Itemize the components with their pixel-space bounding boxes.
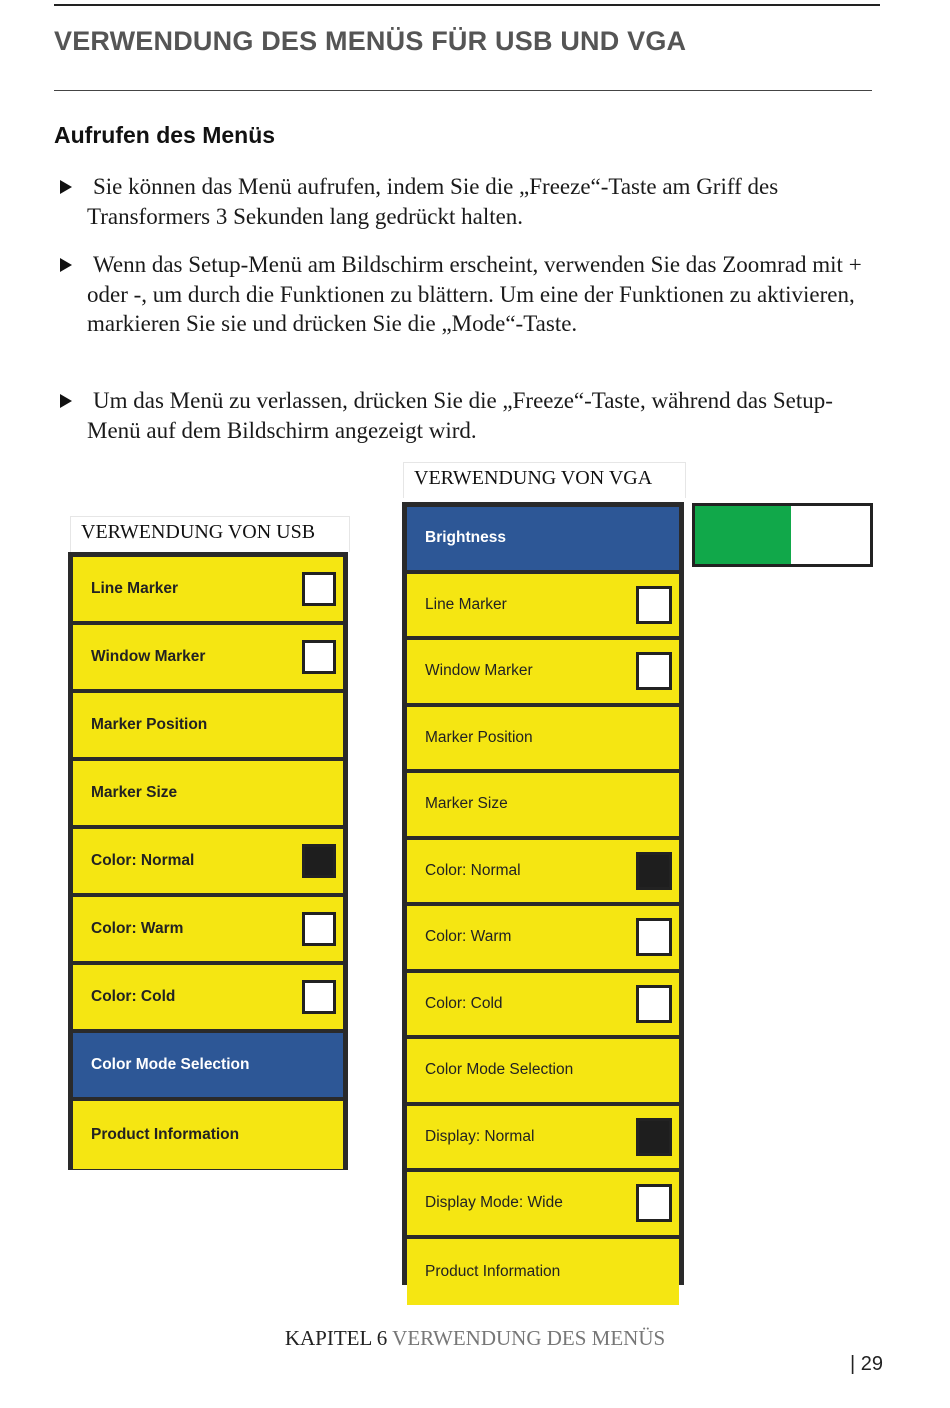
checkbox-checked[interactable] [636, 1118, 672, 1156]
bullet-text: Wenn das Setup-Menü am Bildschirm erscheint, verwenden Sie das Zoomrad mit + oder -, um durch die Funktionen zu blättern. Um eine der Funktionen zu aktivieren, markieren Sie sie und drücken Sie die „Mode“-Taste. [87, 252, 862, 336]
menu-item-product-information[interactable] [73, 1101, 343, 1169]
menu-item-color-cold[interactable] [73, 965, 343, 1033]
menu-item-line-marker[interactable] [73, 557, 343, 625]
menu-item-label: Marker Position [91, 716, 208, 733]
menu-item-window-marker[interactable] [73, 625, 343, 693]
vga-menu-list [407, 507, 679, 1305]
brightness-level-empty [791, 506, 870, 564]
checkbox-checked[interactable] [302, 844, 336, 878]
menu-item-label: Color: Normal [91, 852, 195, 869]
menu-item-line-marker[interactable] [407, 574, 679, 641]
menu-item-label: Color: Warm [91, 920, 184, 937]
checkbox-unchecked[interactable] [302, 912, 336, 946]
checkbox-unchecked[interactable] [636, 586, 672, 624]
menu-item-label: Brightness [425, 529, 506, 547]
section-heading: Aufrufen des Menüs [54, 122, 276, 148]
menu-item-label: Marker Size [425, 795, 508, 813]
menu-item-label: Marker Size [91, 784, 178, 801]
bullet-arrow-icon [60, 258, 72, 272]
menu-item-marker-size[interactable] [73, 761, 343, 829]
menu-item-label: Marker Position [425, 728, 533, 746]
menu-item-color-normal[interactable] [407, 840, 679, 907]
checkbox-unchecked[interactable] [302, 572, 336, 606]
usb-menu-list [73, 557, 343, 1169]
vga-setup-menu [402, 502, 684, 1285]
menu-item-label: Line Marker [425, 595, 507, 613]
bullet-item [54, 172, 874, 231]
menu-item-color-cold[interactable] [407, 973, 679, 1040]
page-footer [0, 1326, 950, 1351]
vga-menu-caption: VERWENDUNG VON VGA [403, 462, 686, 498]
menu-item-display-mode-wide[interactable] [407, 1172, 679, 1239]
menu-item-color-normal[interactable] [73, 829, 343, 897]
menu-item-label: Display Mode: Wide [425, 1194, 563, 1212]
menu-item-label: Product Information [425, 1262, 561, 1280]
checkbox-unchecked[interactable] [302, 980, 336, 1014]
menu-item-display-normal[interactable] [407, 1106, 679, 1173]
menu-item-marker-size[interactable] [407, 773, 679, 840]
menu-item-label: Window Marker [91, 648, 206, 665]
menu-item-label: Window Marker [425, 662, 533, 680]
menu-item-brightness[interactable] [407, 507, 679, 574]
usb-setup-menu [68, 552, 348, 1170]
footer-section: VERWENDUNG DES MENÜS [392, 1326, 666, 1350]
bullet-text: Sie können das Menü aufrufen, indem Sie die „Freeze“-Taste am Griff des Transformers 3 Sekunden lang gedrückt halten. [87, 174, 779, 229]
bullet-text: Um das Menü zu verlassen, drücken Sie die „Freeze“-Taste, während das Setup-Menü auf dem Bildschirm angezeigt wird. [87, 388, 833, 443]
menu-item-window-marker[interactable] [407, 640, 679, 707]
brightness-level-indicator [692, 503, 873, 567]
menu-item-label: Color: Warm [425, 928, 512, 946]
checkbox-unchecked[interactable] [636, 1184, 672, 1222]
menu-item-label: Color: Cold [425, 994, 503, 1012]
checkbox-unchecked[interactable] [302, 640, 336, 674]
menu-item-color-mode-selection[interactable] [73, 1033, 343, 1101]
bullet-arrow-icon [60, 180, 72, 194]
menu-item-color-warm[interactable] [407, 906, 679, 973]
brightness-level-fill [695, 506, 791, 564]
bullet-arrow-icon [60, 394, 72, 408]
top-rule [54, 4, 880, 6]
menu-item-product-information[interactable] [407, 1239, 679, 1306]
page-title: VERWENDUNG DES MENÜS FÜR USB UND VGA [54, 26, 687, 56]
menu-item-label: Color: Normal [425, 861, 521, 879]
menu-item-label: Color: Cold [91, 988, 176, 1005]
bullet-item [54, 386, 874, 445]
checkbox-unchecked[interactable] [636, 652, 672, 690]
bullet-item [54, 250, 874, 339]
checkbox-unchecked[interactable] [636, 918, 672, 956]
menu-item-label: Color Mode Selection [91, 1056, 250, 1073]
usb-menu-caption: VERWENDUNG VON USB [70, 516, 350, 552]
checkbox-checked[interactable] [636, 852, 672, 890]
menu-item-label: Display: Normal [425, 1127, 535, 1145]
menu-item-label: Color Mode Selection [425, 1061, 574, 1079]
menu-item-marker-position[interactable] [73, 693, 343, 761]
checkbox-unchecked[interactable] [636, 985, 672, 1023]
title-underline [54, 90, 872, 91]
menu-item-label: Line Marker [91, 580, 179, 597]
menu-item-label: Product Information [91, 1126, 240, 1143]
menu-item-color-mode-selection[interactable] [407, 1039, 679, 1106]
menu-item-marker-position[interactable] [407, 707, 679, 774]
footer-chapter: KAPITEL 6 [284, 1326, 388, 1350]
menu-item-color-warm[interactable] [73, 897, 343, 965]
page-number: | 29 [850, 1353, 883, 1375]
